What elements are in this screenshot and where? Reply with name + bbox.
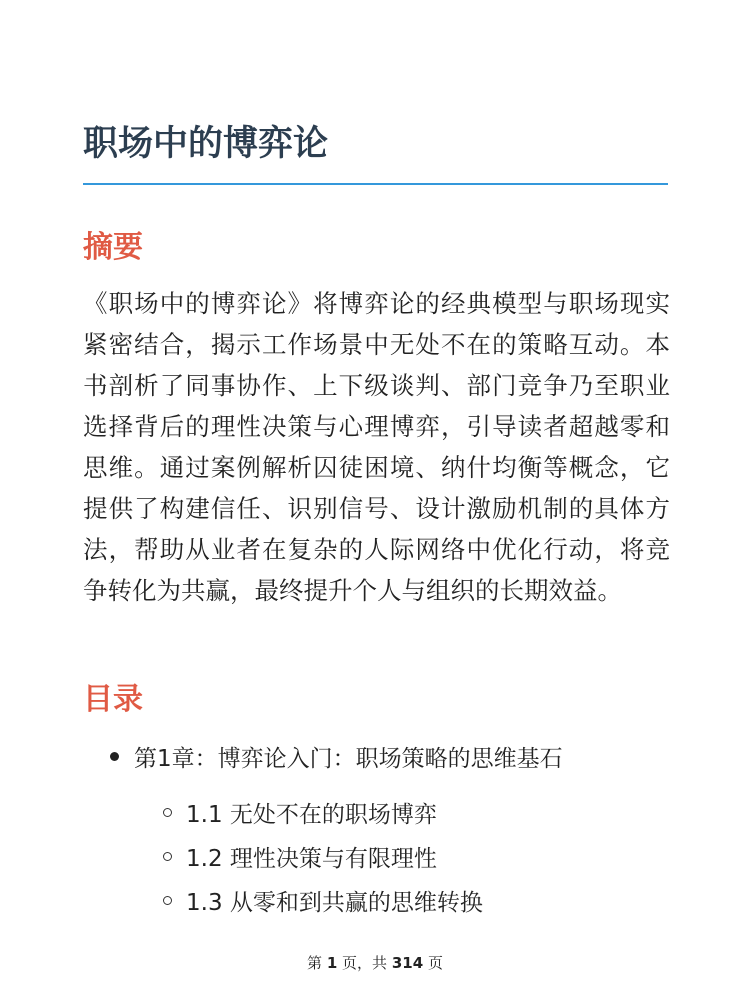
toc-chapter (83, 736, 668, 922)
toc-heading: 目录 (83, 682, 143, 717)
bullet-circle-icon (163, 808, 172, 817)
page-footer (0, 952, 750, 973)
footer-page-number: 1 (326, 954, 338, 972)
toc-section-list (83, 790, 668, 922)
toc-section (83, 790, 668, 834)
toc-list (83, 736, 668, 922)
toc-section-label: 1.2 理性决策与有限理性 (186, 845, 437, 872)
toc-section-label: 1.3 从零和到共赢的思维转换 (186, 889, 483, 916)
toc-section (83, 834, 668, 878)
document-title: 职场中的博弈论 (83, 124, 329, 164)
footer-suffix: 页 (427, 954, 443, 972)
footer-total-pages: 314 (391, 954, 424, 972)
toc-section (83, 878, 668, 922)
bullet-circle-icon (163, 896, 172, 905)
toc-section-label: 1.1 无处不在的职场博弈 (186, 801, 437, 828)
toc-chapter-label: 第1章：博弈论入门：职场策略的思维基石 (134, 745, 563, 772)
footer-prefix: 第 (307, 954, 323, 972)
title-divider (83, 183, 668, 185)
abstract-heading: 摘要 (83, 230, 143, 265)
bullet-circle-icon (163, 852, 172, 861)
footer-middle: 页，共 (342, 954, 388, 972)
bullet-disc-icon (110, 752, 119, 761)
abstract-paragraph: 《职场中的博弈论》将博弈论的经典模型与职场现实紧密结合，揭示工作场景中无处不在的策略互动。本书剖析了同事协作、上下级谈判、部门竞争乃至职业选择背后的理性决策与心理博弈，引导读者超越零和思维。通过案例解析囚徒困境、纳什均衡等概念，它提供了构建信任、识别信号、设计激励机制的具体方法，帮助从业者在复杂的人际网络中优化行动，将竞争转化为共赢，最终提升个人与组织的长期效益。 (83, 289, 670, 605)
